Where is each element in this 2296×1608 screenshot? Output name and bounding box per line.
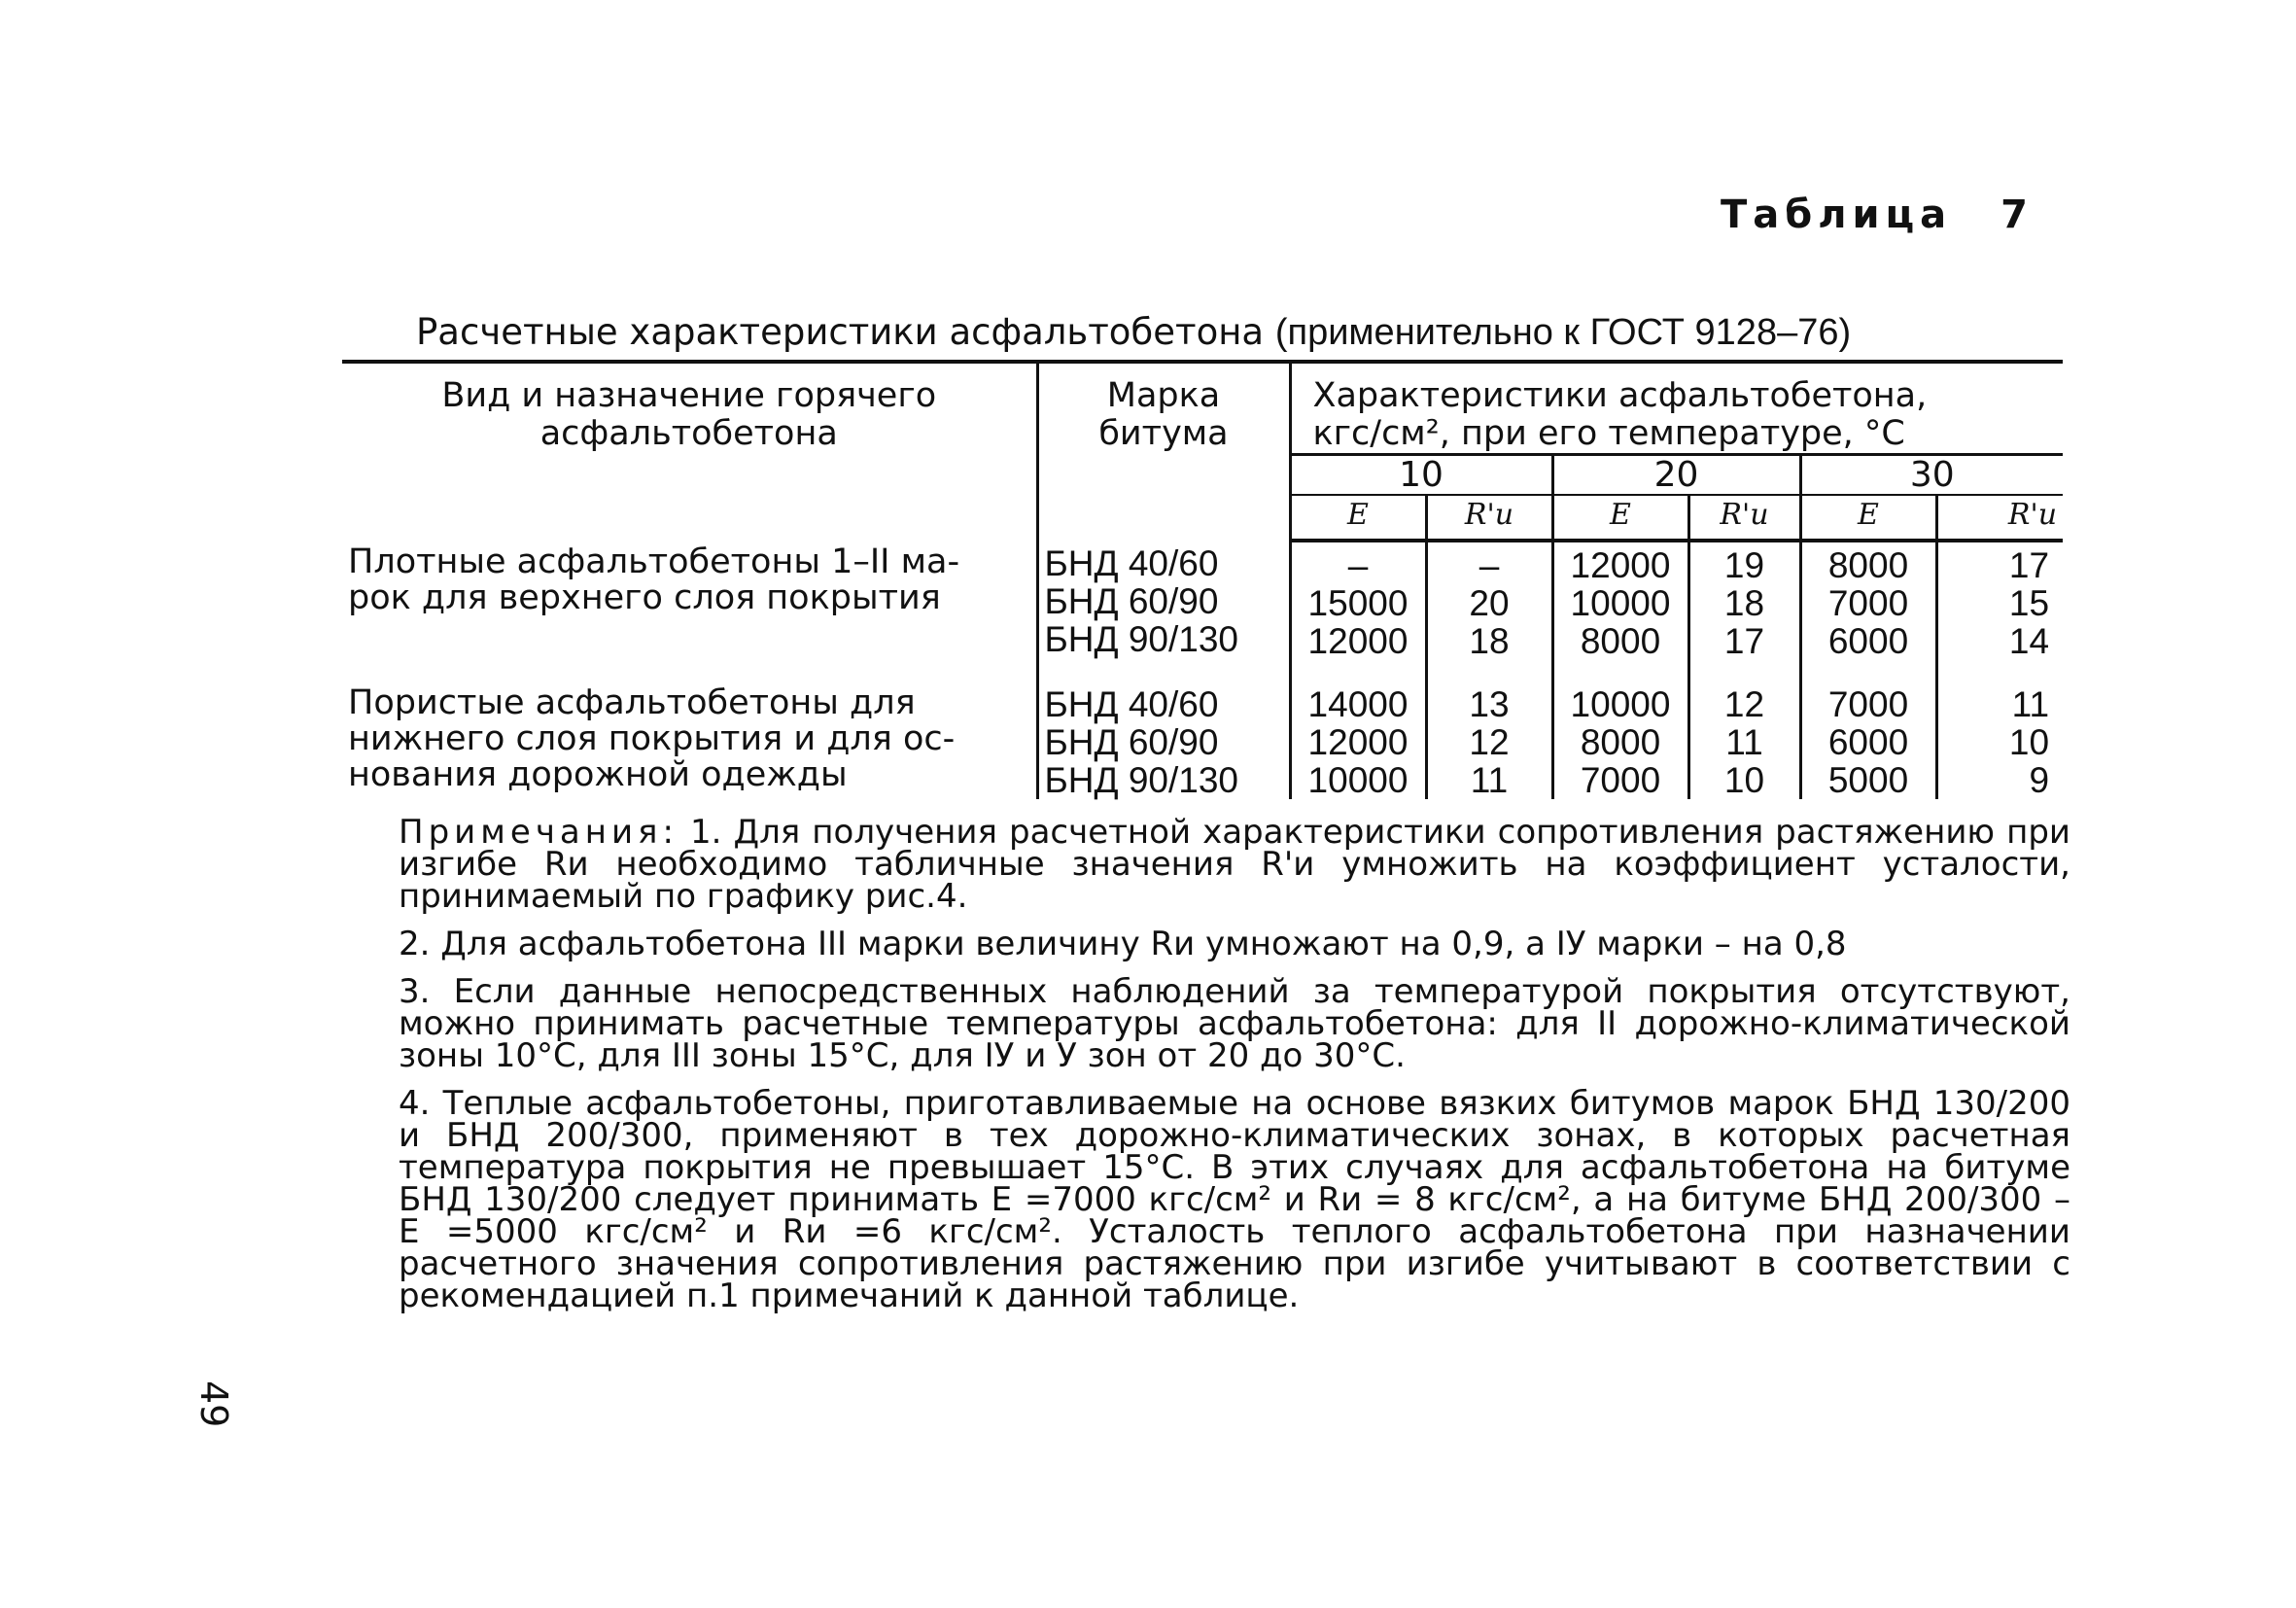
table-number: 7 [2000, 192, 2035, 237]
row-mark: БНД 40/60 [1044, 543, 1219, 583]
cell-value: 9 [2029, 760, 2050, 800]
cell-value: 14 [2008, 621, 2050, 661]
cell-value: 12000 [1570, 545, 1671, 585]
cell-value: 13 [1469, 684, 1510, 724]
cell-value: 12000 [1307, 621, 1409, 661]
header-temp-20: 20 [1552, 455, 1800, 496]
row-mark: БНД 60/90 [1044, 581, 1219, 621]
cell-value: 19 [1723, 545, 1765, 585]
note-1 [330, 813, 2070, 916]
cell-value: – [1347, 545, 1369, 585]
cell-r10 [1426, 541, 1552, 682]
cell-value: 10000 [1570, 684, 1671, 724]
header-sym-r-10: R'и [1426, 495, 1552, 541]
header-characteristics [1290, 362, 2063, 455]
characteristics-table-wrap [342, 360, 2063, 799]
cell-value: 17 [1723, 621, 1765, 661]
note-2: 2. Для асфальтобетона III марки величину Rи умножают на 0,9, а IУ марки – на 0,8 [399, 925, 1847, 963]
header-temp-10: 10 [1290, 455, 1552, 496]
cell-r30 [1936, 682, 2063, 799]
note-1-text: 1. Для получения расчетной характеристики сопротивления растяжению при изгибе Rи необходимо табличные значения R'и умножить на коэффициент усталости, принимаемый по графику рис.4. [399, 813, 2070, 916]
cell-value: 20 [1469, 583, 1510, 623]
row-type-line: нования дорожной одежды [348, 755, 848, 794]
characteristics-table [342, 360, 2063, 799]
notes-lead: Примечания: [399, 813, 678, 852]
cell-e30 [1800, 682, 1936, 799]
row-mark: БНД 40/60 [1044, 684, 1219, 724]
table-row-group-porous [342, 682, 2063, 799]
row-mark: БНД 90/130 [1044, 760, 1239, 800]
cell-value: 10 [2008, 722, 2050, 762]
header-temp-30: 30 [1800, 455, 2063, 496]
row-type-porous [342, 682, 1037, 799]
cell-value: 12 [1723, 684, 1765, 724]
cell-value: 6000 [1827, 722, 1909, 762]
cell-value: – [1478, 545, 1500, 585]
row-mark: БНД 90/130 [1044, 619, 1239, 659]
table-label-word: Таблица [1721, 192, 1953, 237]
header-char-line2: кгс/см², при его температуре, °С [1312, 414, 1905, 453]
cell-value: 11 [1725, 722, 1763, 762]
cell-r20 [1688, 682, 1800, 799]
caption-main: Расчетные характеристики асфальтобетона [416, 311, 1265, 353]
row-type-line: Плотные асфальтобетоны 1–II ма- [348, 542, 960, 581]
cell-value: 17 [2008, 545, 2050, 585]
page-number: 49 [192, 1381, 235, 1428]
cell-e10 [1290, 541, 1426, 682]
header-type-column [342, 362, 1037, 541]
header-type-text: Вид и назначение горячего асфальтобетона [441, 376, 937, 453]
cell-value: 10000 [1307, 760, 1409, 800]
row-type-line: Пористые асфальтобетоны для [348, 683, 916, 722]
header-sym-e-30: E [1800, 495, 1936, 541]
header-char-line1: Характеристики асфальтобетона, [1312, 376, 1928, 415]
cell-value: 18 [1723, 583, 1765, 623]
row-marks [1037, 541, 1290, 682]
header-sym-e-20: E [1552, 495, 1688, 541]
header-row-main [342, 362, 2063, 455]
row-type-line: рок для верхнего слоя покрытия [348, 578, 941, 617]
cell-e30 [1800, 541, 1936, 682]
header-mark-line2: битума [1098, 414, 1229, 453]
cell-value: 8000 [1827, 545, 1909, 585]
cell-value: 11 [2011, 684, 2050, 724]
table-caption [416, 311, 1851, 354]
row-mark: БНД 60/90 [1044, 722, 1219, 762]
cell-value: 11 [1470, 760, 1509, 800]
cell-value: 15000 [1307, 583, 1409, 623]
cell-e20 [1552, 541, 1688, 682]
cell-value: 7000 [1827, 684, 1909, 724]
cell-value: 7000 [1580, 760, 1661, 800]
cell-value: 15 [2008, 583, 2050, 623]
cell-r30 [1936, 541, 2063, 682]
cell-e10 [1290, 682, 1426, 799]
header-mark-column [1037, 362, 1290, 541]
header-sym-r-20: R'и [1688, 495, 1800, 541]
note-3: 3. Если данные непосредственных наблюдений за температурой покрытия отсутствуют, можно принимать расчетные температуры асфальтобетона: для II дорожно-климатической зоны 10°С, для III зоны 15°С, для IУ и У зон от 20 до 30°С. [399, 972, 2070, 1075]
cell-e20 [1552, 682, 1688, 799]
row-marks [1037, 682, 1290, 799]
header-sym-e-10: E [1290, 495, 1426, 541]
cell-value: 10 [1723, 760, 1765, 800]
cell-value: 12 [1469, 722, 1510, 762]
row-type-line: нижнего слоя покрытия и для ос- [348, 719, 956, 758]
row-type-dense [342, 541, 1037, 682]
cell-value: 10000 [1570, 583, 1671, 623]
caption-paren: (применительно к ГОСТ 9128–76) [1274, 312, 1852, 353]
header-sym-r-30: R'и [1936, 495, 2063, 541]
cell-value: 14000 [1307, 684, 1409, 724]
cell-value: 8000 [1580, 621, 1661, 661]
note-4: 4. Теплые асфальтобетоны, приготавливаемые на основе вязких битумов марок БНД 130/200 и БНД 200/300, применяют в тех дорожно-климатических зонах, в которых расчетная температура покрытия не превышает 15°С. В этих случаях для асфальтобетона на битуме БНД 130/200 следует принимать E =7000 кгс/см² и Rи = 8 кгс/см², а на битуме БНД 200/300 – E =5000 кгс/см² и Rи =6 кгс/см². Усталость теплого асфальтобетона при назначении расчетного значения сопротивления растяжению при изгибе учитывают в соответствии с рекомендацией п.1 примечаний к данной таблице. [399, 1084, 2070, 1315]
cell-value: 7000 [1827, 583, 1909, 623]
cell-value: 18 [1469, 621, 1510, 661]
table-row-group-dense [342, 541, 2063, 682]
table-notes [330, 813, 2070, 1328]
cell-value: 8000 [1580, 722, 1661, 762]
table-label [1721, 192, 2034, 237]
cell-value: 6000 [1827, 621, 1909, 661]
cell-value: 5000 [1827, 760, 1909, 800]
header-mark-line1: Марка [1106, 376, 1221, 415]
cell-r10 [1426, 682, 1552, 799]
cell-value: 12000 [1307, 722, 1409, 762]
cell-r20 [1688, 541, 1800, 682]
